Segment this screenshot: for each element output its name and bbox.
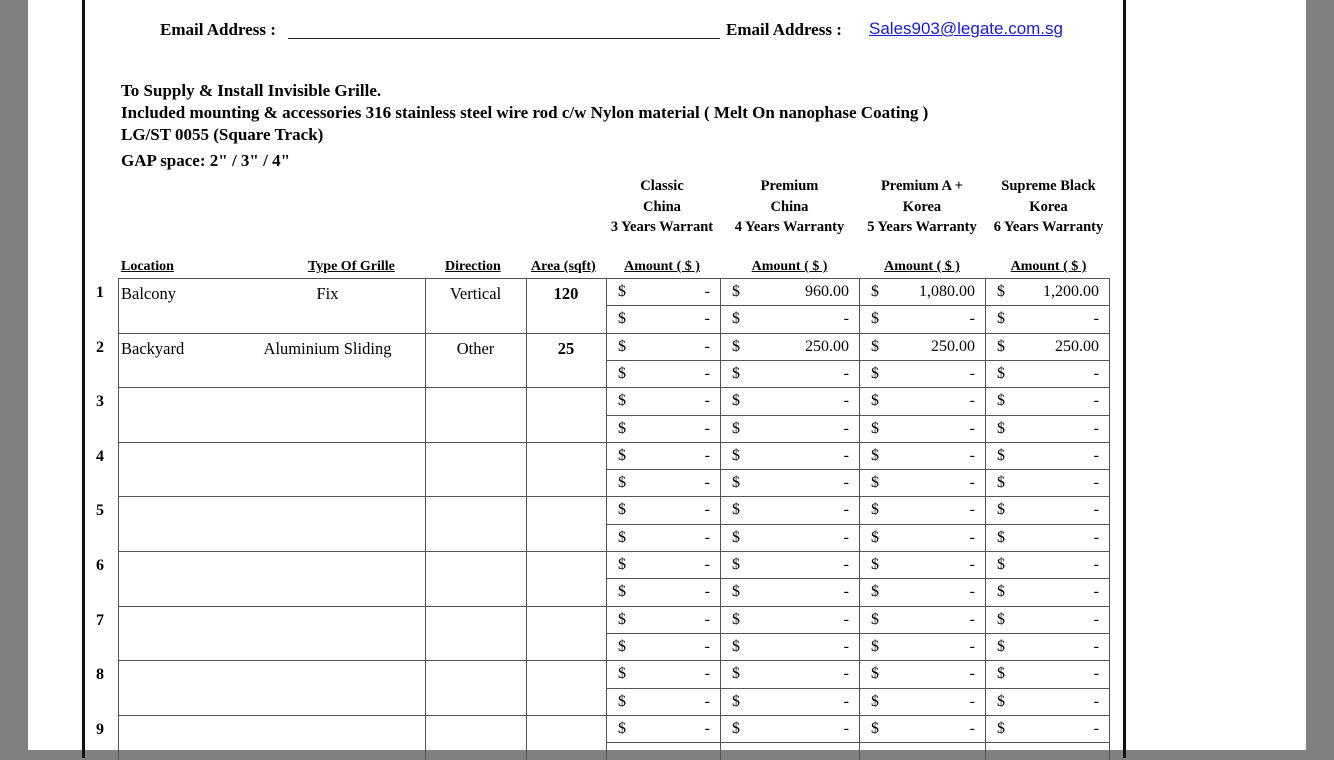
currency-symbol: $ (732, 556, 740, 573)
currency-symbol: $ (871, 665, 879, 683)
amount-cell (985, 278, 1109, 305)
currency-symbol: $ (618, 583, 626, 601)
amount-value: - (1093, 637, 1099, 655)
amount-value: - (843, 392, 849, 410)
amount-value: - (969, 419, 975, 437)
location-cell[interactable]: Balcony (121, 284, 176, 303)
amount-cell (859, 524, 985, 551)
amount-cell (720, 633, 859, 660)
amount-value: - (1093, 528, 1099, 546)
amount-value: - (843, 528, 849, 546)
amount-value: 1,080.00 (919, 283, 975, 300)
row-number: 2 (96, 338, 104, 356)
amount-value: - (1093, 474, 1099, 492)
currency-symbol: $ (618, 474, 626, 492)
amount-cell (859, 578, 985, 605)
column-header-amount: Amount ( $ ) (751, 259, 828, 274)
amount-value: - (969, 556, 975, 573)
amount-cell (606, 578, 720, 605)
direction-cell[interactable]: Vertical (449, 284, 502, 303)
currency-symbol: $ (871, 337, 879, 355)
amount-value: - (969, 474, 975, 492)
location-cell[interactable]: Backyard (121, 338, 185, 358)
amount-value: - (843, 610, 849, 628)
tier-origin: Korea (1029, 198, 1068, 215)
amount-cell (720, 333, 859, 360)
currency-symbol: $ (997, 637, 1005, 655)
amount-cell (859, 360, 985, 387)
currency-symbol: $ (732, 610, 740, 628)
amount-value: - (969, 583, 975, 601)
amount-cell (720, 551, 859, 578)
tier-name: Premium A + (880, 178, 964, 194)
amount-value: - (1093, 692, 1099, 710)
amount-value: - (1093, 719, 1099, 737)
amount-cell (720, 524, 859, 551)
currency-symbol: $ (871, 556, 879, 573)
amount-cell (606, 606, 720, 633)
column-header-location: Location (121, 259, 174, 274)
amount-cell (606, 688, 720, 715)
amount-value: - (704, 419, 710, 437)
amount-cell (859, 606, 985, 633)
currency-symbol: $ (871, 719, 879, 737)
amount-value: - (843, 665, 849, 683)
amount-value: - (704, 556, 710, 573)
grid-line (118, 278, 119, 760)
amount-value: - (1093, 610, 1099, 628)
description-line-1: To Supply & Install Invisible Grille. (121, 81, 382, 100)
amount-value: - (969, 528, 975, 546)
currency-symbol: $ (871, 392, 879, 410)
amount-value: 1,200.00 (1043, 283, 1099, 300)
subrow-divider (606, 742, 1109, 743)
currency-symbol: $ (997, 364, 1005, 382)
amount-cell (859, 333, 985, 360)
amount-value: - (1093, 583, 1099, 601)
tier-origin: China (770, 198, 809, 215)
currency-symbol: $ (997, 501, 1005, 519)
amount-cell (985, 578, 1109, 605)
direction-cell[interactable]: Other (456, 338, 495, 358)
amount-value: - (969, 719, 975, 737)
amount-value: - (969, 665, 975, 683)
amount-value: - (704, 446, 710, 464)
amount-cell (985, 633, 1109, 660)
row-number: 1 (96, 284, 104, 301)
currency-symbol: $ (997, 665, 1005, 683)
row-number: 5 (96, 502, 104, 520)
amount-value: 960.00 (805, 283, 849, 300)
amount-cell (859, 305, 985, 332)
currency-symbol: $ (997, 556, 1005, 573)
amount-value: - (843, 310, 849, 328)
tier-warranty: 6 Years Warranty (993, 219, 1104, 235)
tier-origin: China (643, 198, 681, 215)
amount-value: - (843, 364, 849, 382)
amount-value: - (704, 637, 710, 655)
currency-symbol: $ (732, 337, 740, 355)
amount-cell (985, 496, 1109, 523)
column-header-amount: Amount ( $ ) (1010, 259, 1087, 274)
amount-cell (859, 442, 985, 469)
type-cell[interactable]: Aluminium Sliding (263, 338, 392, 358)
currency-symbol: $ (997, 474, 1005, 492)
column-header-type: Type Of Grille (308, 259, 395, 274)
currency-symbol: $ (618, 283, 626, 300)
currency-symbol: $ (732, 419, 740, 437)
currency-symbol: $ (732, 310, 740, 328)
amount-cell (985, 551, 1109, 578)
grid-line (1109, 278, 1110, 760)
currency-symbol: $ (997, 692, 1005, 710)
description-line-4: GAP space: 2" / 3" / 4" (121, 151, 291, 170)
amount-cell (606, 415, 720, 442)
amount-cell (606, 360, 720, 387)
amount-value: - (969, 446, 975, 464)
amount-cell (859, 469, 985, 496)
currency-symbol: $ (618, 392, 626, 410)
tier-header (859, 176, 985, 238)
currency-symbol: $ (732, 665, 740, 683)
amount-value: - (1093, 556, 1099, 573)
tier-name: Supreme Black (1001, 178, 1096, 194)
description-line-3: LG/ST 0055 (Square Track) (121, 125, 324, 144)
amount-value: - (704, 474, 710, 492)
currency-symbol: $ (871, 474, 879, 492)
amount-cell (985, 442, 1109, 469)
amount-value: - (969, 310, 975, 328)
amount-cell (985, 305, 1109, 332)
currency-symbol: $ (997, 528, 1005, 546)
amount-value: - (704, 692, 710, 710)
area-cell[interactable]: 25 (557, 338, 575, 358)
amount-cell (985, 387, 1109, 414)
amount-cell (859, 387, 985, 414)
amount-value: - (704, 610, 710, 628)
amount-value: - (704, 719, 710, 737)
currency-symbol: $ (871, 446, 879, 464)
tier-header (604, 176, 720, 238)
amount-cell (985, 360, 1109, 387)
amount-cell (985, 660, 1109, 687)
amount-value: - (843, 583, 849, 601)
amount-value: - (969, 501, 975, 519)
amount-value: - (1093, 392, 1099, 410)
currency-symbol: $ (871, 692, 879, 710)
amount-cell (720, 360, 859, 387)
amount-value: - (704, 665, 710, 683)
tier-warranty: 5 Years Warranty (867, 219, 977, 235)
amount-cell (606, 305, 720, 332)
amount-value: - (704, 337, 710, 355)
amount-cell (985, 606, 1109, 633)
currency-symbol: $ (618, 637, 626, 655)
currency-symbol: $ (871, 583, 879, 601)
amount-cell (859, 551, 985, 578)
currency-symbol: $ (618, 528, 626, 546)
currency-symbol: $ (732, 283, 740, 300)
currency-symbol: $ (732, 501, 740, 519)
currency-symbol: $ (997, 583, 1005, 601)
amount-cell (720, 387, 859, 414)
currency-symbol: $ (871, 419, 879, 437)
amount-value: - (704, 392, 710, 410)
amount-cell (606, 633, 720, 660)
tier-warranty: 4 Years Warranty (734, 219, 845, 235)
currency-symbol: $ (871, 283, 879, 300)
amount-value: - (843, 501, 849, 519)
amount-value: 250.00 (931, 337, 975, 355)
amount-cell (859, 496, 985, 523)
currency-symbol: $ (871, 528, 879, 546)
amount-value: - (1093, 364, 1099, 382)
amount-cell (720, 688, 859, 715)
amount-cell (859, 660, 985, 687)
amount-value: 250.00 (805, 337, 849, 355)
amount-value: - (704, 583, 710, 601)
amount-cell (606, 442, 720, 469)
amount-value: - (969, 392, 975, 410)
amount-cell (720, 305, 859, 332)
amount-cell (606, 551, 720, 578)
description-line-2: Included mounting & accessories 316 stainless steel wire rod c/w Nylon material ( Melt On nanophase Coating ) (121, 103, 929, 122)
currency-symbol: $ (618, 610, 626, 628)
row-number: 8 (96, 666, 104, 684)
type-cell[interactable]: Fix (316, 284, 339, 303)
amount-value: - (1093, 665, 1099, 683)
amount-value: - (1093, 310, 1099, 328)
amount-value: - (1093, 446, 1099, 464)
customer-email-field[interactable] (288, 20, 720, 39)
amount-value: - (843, 446, 849, 464)
currency-symbol: $ (997, 719, 1005, 737)
currency-symbol: $ (997, 610, 1005, 628)
amount-cell (985, 524, 1109, 551)
currency-symbol: $ (618, 556, 626, 573)
row-number: 3 (96, 393, 104, 411)
amount-value: - (969, 637, 975, 655)
amount-value: - (843, 556, 849, 573)
amount-cell (606, 333, 720, 360)
amount-cell (720, 469, 859, 496)
amount-cell (720, 660, 859, 687)
currency-symbol: $ (618, 692, 626, 710)
currency-symbol: $ (618, 364, 626, 382)
row-number: 9 (96, 720, 104, 738)
currency-symbol: $ (618, 719, 626, 737)
amount-value: - (1093, 501, 1099, 519)
currency-symbol: $ (997, 283, 1005, 300)
amount-cell (720, 415, 859, 442)
currency-symbol: $ (871, 501, 879, 519)
column-header-direction: Direction (445, 259, 501, 274)
amount-cell (859, 715, 985, 742)
amount-cell (606, 660, 720, 687)
amount-cell (606, 278, 720, 305)
tier-warranty: 3 Years Warrant (610, 219, 714, 235)
amount-value: - (843, 637, 849, 655)
amount-value: - (843, 692, 849, 710)
amount-cell (859, 633, 985, 660)
column-header-area: Area (sqft) (531, 259, 596, 274)
amount-value: 250.00 (1055, 337, 1099, 355)
amount-cell (606, 496, 720, 523)
currency-symbol: $ (618, 665, 626, 683)
tier-origin: Korea (902, 198, 942, 215)
amount-cell (985, 688, 1109, 715)
amount-cell (720, 278, 859, 305)
currency-symbol: $ (997, 310, 1005, 328)
currency-symbol: $ (732, 719, 740, 737)
row-number: 7 (96, 611, 104, 629)
area-cell[interactable]: 120 (553, 284, 579, 303)
amount-value: - (969, 610, 975, 628)
amount-cell (606, 469, 720, 496)
currency-symbol: $ (732, 446, 740, 464)
currency-symbol: $ (871, 637, 879, 655)
amount-value: - (969, 692, 975, 710)
row-number: 6 (96, 557, 104, 574)
tier-header (720, 176, 859, 238)
amount-cell (985, 333, 1109, 360)
currency-symbol: $ (618, 446, 626, 464)
tier-name: Premium (760, 178, 819, 194)
amount-cell (720, 606, 859, 633)
amount-cell (985, 715, 1109, 742)
currency-symbol: $ (732, 392, 740, 410)
amount-cell (859, 688, 985, 715)
currency-symbol: $ (871, 610, 879, 628)
amount-cell (985, 469, 1109, 496)
currency-symbol: $ (618, 501, 626, 519)
row-number: 4 (96, 447, 104, 465)
amount-value: - (704, 501, 710, 519)
amount-value: - (704, 528, 710, 546)
currency-symbol: $ (732, 637, 740, 655)
column-header-amount: Amount ( $ ) (884, 259, 960, 274)
amount-cell (720, 442, 859, 469)
currency-symbol: $ (732, 583, 740, 601)
currency-symbol: $ (997, 392, 1005, 410)
currency-symbol: $ (997, 337, 1005, 355)
currency-symbol: $ (732, 692, 740, 710)
tier-name: Classic (640, 178, 684, 194)
currency-symbol: $ (732, 474, 740, 492)
amount-cell (606, 715, 720, 742)
amount-cell (606, 387, 720, 414)
column-header-amount: Amount ( $ ) (624, 259, 700, 274)
amount-cell (720, 496, 859, 523)
currency-symbol: $ (618, 337, 626, 355)
amount-value: - (843, 719, 849, 737)
currency-symbol: $ (732, 364, 740, 382)
company-email-link[interactable]: Sales903@legate.com.sg (869, 19, 1063, 38)
amount-cell (720, 715, 859, 742)
amount-value: - (704, 283, 710, 300)
amount-cell (985, 415, 1109, 442)
amount-cell (859, 415, 985, 442)
currency-symbol: $ (618, 310, 626, 328)
currency-symbol: $ (997, 419, 1005, 437)
customer-email-label: Email Address : (160, 20, 276, 39)
currency-symbol: $ (871, 310, 879, 328)
amount-value: - (1093, 419, 1099, 437)
amount-value: - (843, 474, 849, 492)
amount-cell (606, 524, 720, 551)
currency-symbol: $ (732, 528, 740, 546)
company-email-label: Email Address : (726, 20, 842, 39)
currency-symbol: $ (618, 419, 626, 437)
tier-header (985, 176, 1112, 238)
amount-value: - (843, 419, 849, 437)
amount-cell (859, 278, 985, 305)
currency-symbol: $ (871, 364, 879, 382)
amount-value: - (969, 364, 975, 382)
amount-value: - (704, 364, 710, 382)
currency-symbol: $ (997, 446, 1005, 464)
amount-cell (720, 578, 859, 605)
amount-value: - (704, 310, 710, 328)
